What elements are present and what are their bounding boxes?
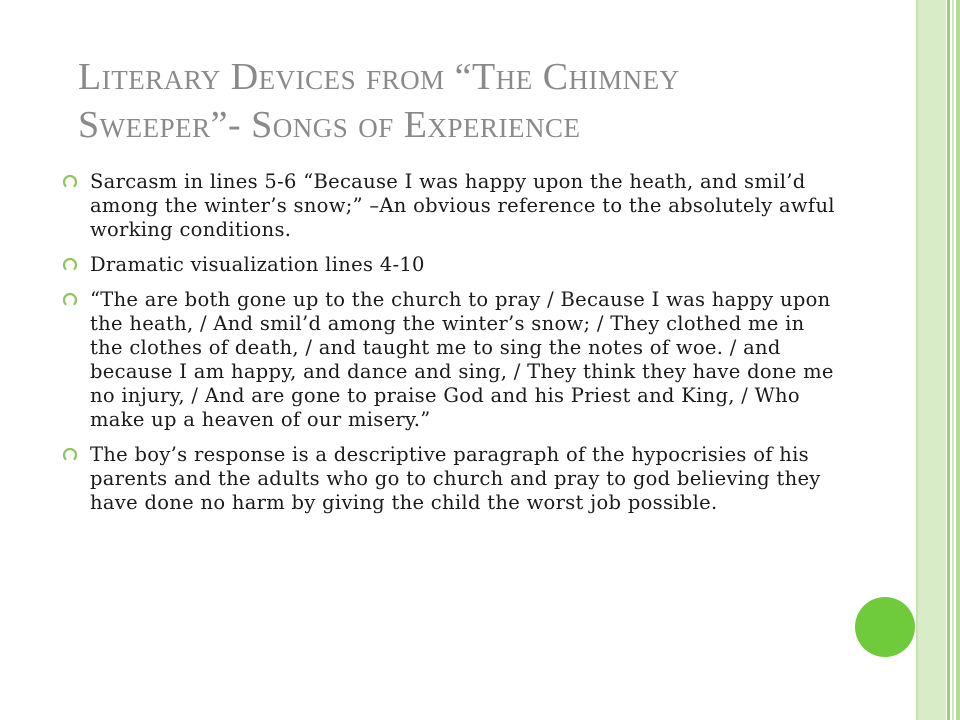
list-item	[62, 288, 842, 432]
hollow-circle-arc-icon	[62, 174, 78, 190]
side-bar-line	[952, 0, 954, 720]
side-bar-line	[947, 0, 950, 720]
slide-title-line-2: Sweeper”- Songs of Experience	[78, 104, 581, 146]
slide-title	[78, 53, 878, 149]
side-bar	[918, 0, 946, 720]
bullet-list	[62, 170, 842, 526]
hollow-circle-arc-icon	[62, 292, 78, 308]
accent-dot	[855, 597, 915, 657]
hollow-circle-arc-icon	[62, 447, 78, 463]
slide-title-line-1: Literary Devices from “The Chimney	[78, 56, 680, 98]
bullet-text: “The are both gone up to the church to pray / Because I was happy upon the heath, / And smil’d among the winter’s snow; / They clothed me in the clothes of death, / and taught me to sing the notes of woe. / and because I am happy, and dance and sing, / They think they have done me no injury, / And are gone to praise God and his Priest and King, / Who make up a heaven of our misery.”	[90, 288, 834, 431]
bullet-text: Dramatic visualization lines 4-10	[90, 253, 425, 276]
side-bar-line	[956, 0, 960, 720]
bullet-text: Sarcasm in lines 5-6 “Because I was happy upon the heath, and smil’d among the winter’s snow;” –An obvious reference to the absolutely awful working conditions.	[90, 170, 835, 241]
bullet-text: The boy’s response is a descriptive paragraph of the hypocrisies of his parents and the adults who go to church and pray to god believing they have done no harm by giving the child the worst job possible.	[90, 443, 821, 514]
list-item	[62, 253, 842, 277]
list-item	[62, 443, 842, 515]
hollow-circle-arc-icon	[62, 257, 78, 273]
list-item	[62, 170, 842, 242]
